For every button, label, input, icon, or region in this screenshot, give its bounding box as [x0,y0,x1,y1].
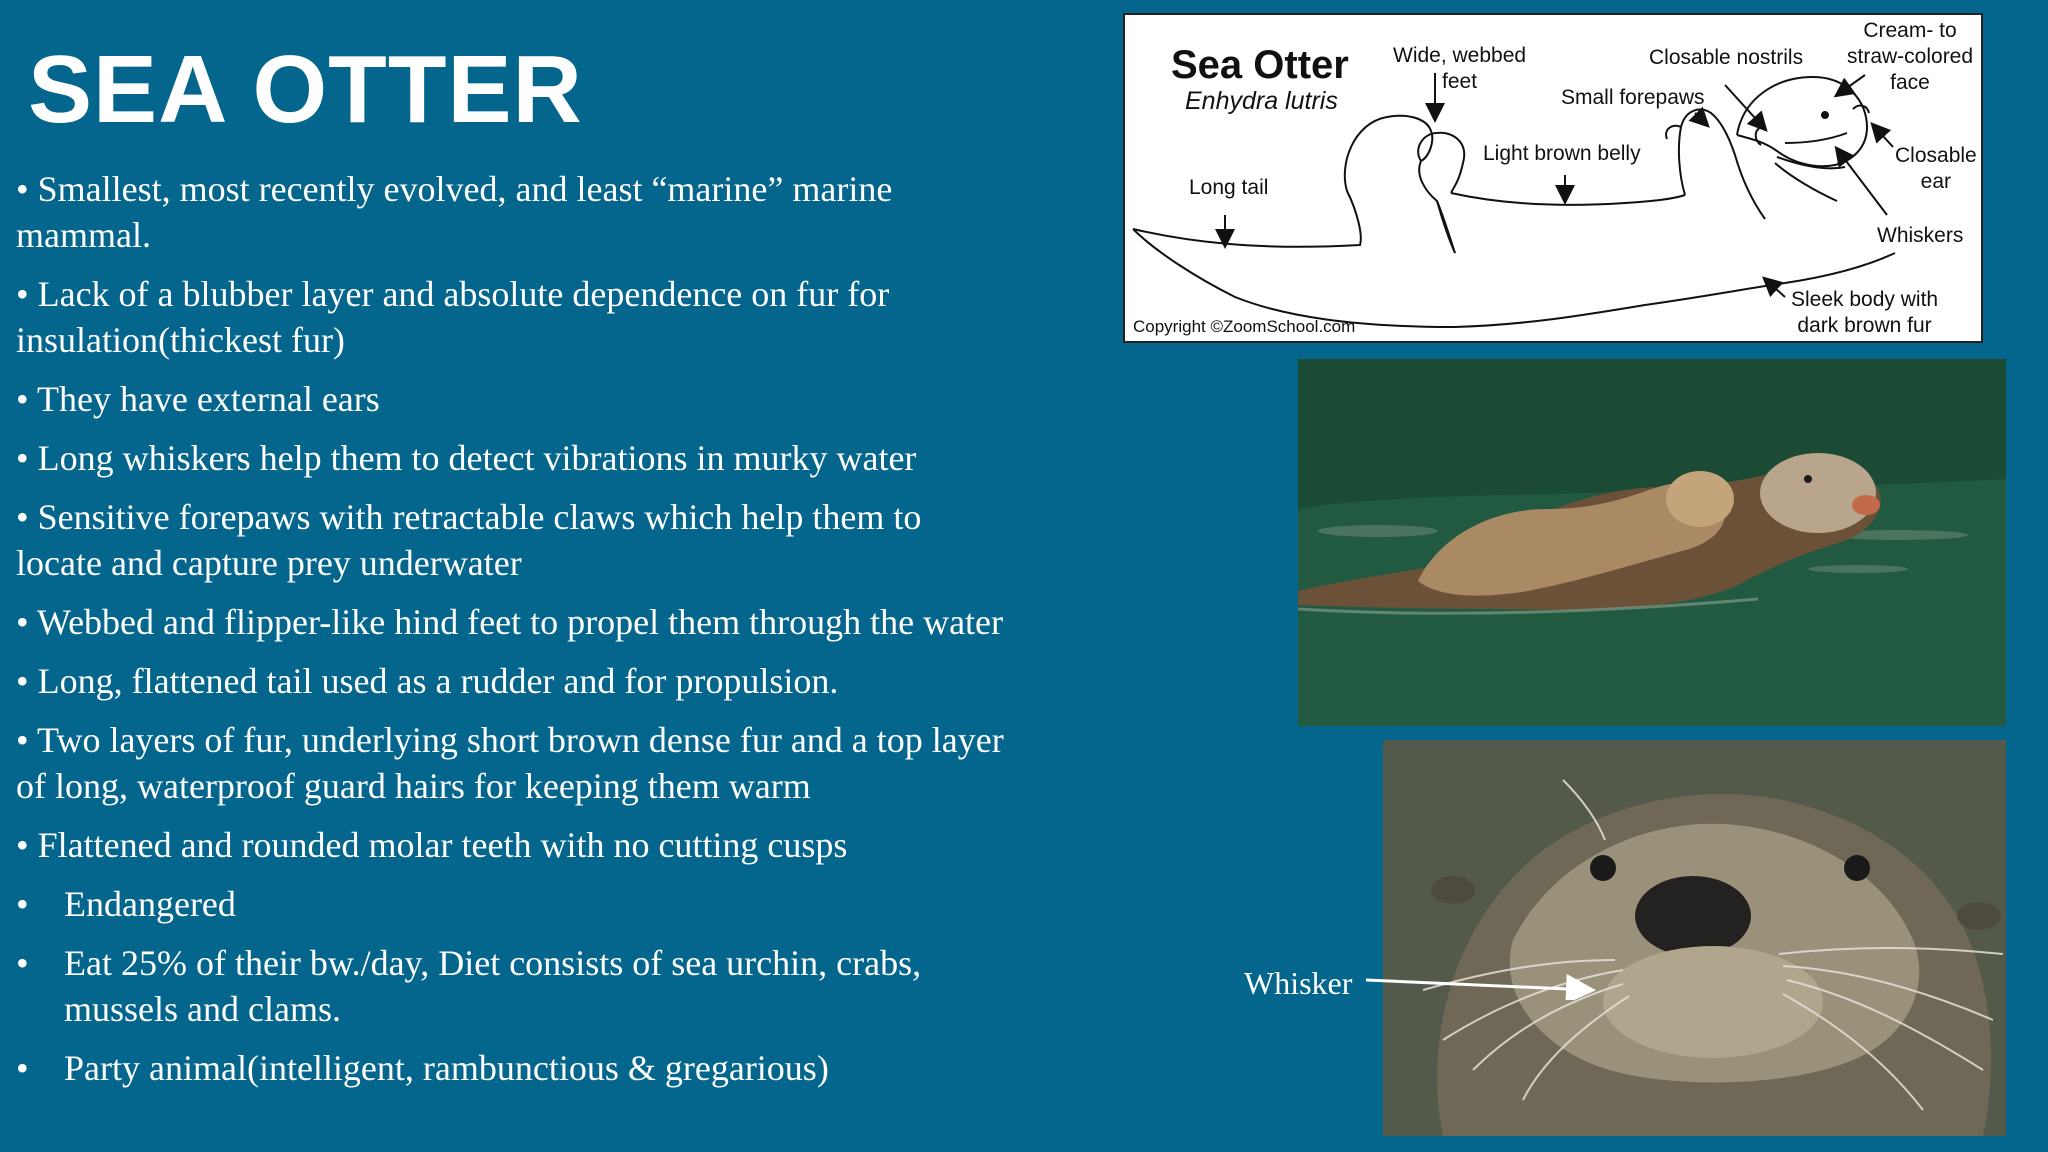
bullet-item [16,376,1016,422]
whisker-callout-label: Whisker [1244,965,1353,1001]
bullet-text: Two layers of fur, underlying short brown dense fur and a top layer of long, waterproof guard hairs for keeping them warm [16,720,1004,806]
label-long-tail: Long tail [1189,176,1269,199]
bullet-item [16,435,1016,481]
bullet-mark: • [16,943,29,983]
bullet-mark: • [16,497,29,537]
bullet-list [16,166,1016,1104]
label-line: face [1890,71,1930,94]
diagram-title: Sea Otter [1171,43,1349,87]
bullet-item [16,599,1016,645]
label-closable-ear [1895,143,1977,195]
bullet-text: Smallest, most recently evolved, and least “marine” marine mammal. [16,169,893,255]
otter-with-pup-photo [1298,359,2006,726]
bullet-text: Party animal(intelligent, rambunctious & gregarious) [64,1048,829,1088]
label-cream-face [1847,18,1973,96]
sea-otter-diagram [1123,13,1983,343]
bullet-mark: • [16,169,29,209]
bullet-text: Flattened and rounded molar teeth with no cutting cusps [37,825,848,865]
whisker-arrow-icon [1362,970,1602,1000]
label-line: Cream- to [1863,19,1957,42]
bullet-mark: • [16,274,29,314]
label-light-brown-belly: Light brown belly [1483,142,1641,165]
label-line: ear [1920,170,1952,193]
bullet-item [16,1045,1016,1091]
label-line: dark brown fur [1797,314,1932,337]
bullet-mark: • [16,1048,29,1088]
otter-face-illustration [1383,740,2006,1136]
bullet-mark: • [16,379,29,419]
label-sleek-body [1791,287,1938,339]
bullet-mark: • [16,438,29,478]
bullet-mark: • [16,661,29,701]
otter-face-photo [1383,740,2006,1136]
bullet-item [16,940,1016,1032]
label-line: Closable [1895,144,1977,167]
bullet-text: Endangered [64,884,236,924]
label-whiskers: Whiskers [1877,224,1964,247]
slide-title: SEA OTTER [28,36,583,143]
bullet-item [16,881,1016,927]
bullet-item [16,822,1016,868]
bullet-item [16,494,1016,586]
bullet-item [16,658,1016,704]
bullet-item [16,271,1016,363]
bullet-item [16,166,1016,258]
label-small-forepaws: Small forepaws [1561,86,1705,109]
bullet-text: Sensitive forepaws with retractable claws which help them to locate and capture prey underwater [16,497,922,583]
label-line: straw-colored [1847,45,1974,68]
bullet-mark: • [16,884,29,924]
bullet-text: Eat 25% of their bw./day, Diet consists of sea urchin, crabs, mussels and clams. [64,943,922,1029]
bullet-text: Long, flattened tail used as a rudder and for propulsion. [37,661,839,701]
label-wide-webbed-feet [1393,43,1526,95]
otter-with-pup-illustration [1298,359,2006,726]
diagram-subtitle: Enhydra lutris [1185,87,1338,115]
label-closable-nostrils: Closable nostrils [1649,46,1804,69]
bullet-text: Webbed and flipper-like hind feet to propel them through the water [36,602,1004,642]
copyright-text: Copyright ©ZoomSchool.com [1133,317,1356,336]
bullet-item [16,717,1016,809]
label-line: Wide, webbed [1393,44,1527,67]
bullet-mark: • [16,825,29,865]
bullet-text: Lack of a blubber layer and absolute dependence on fur for insulation(thickest fur) [16,274,890,360]
label-line: Sleek body with [1791,288,1939,311]
bullet-mark: • [16,602,29,642]
bullet-mark: • [16,720,29,760]
bullet-text: They have external ears [36,379,380,419]
bullet-text: Long whiskers help them to detect vibrations in murky water [37,438,917,478]
label-line: feet [1442,70,1478,93]
